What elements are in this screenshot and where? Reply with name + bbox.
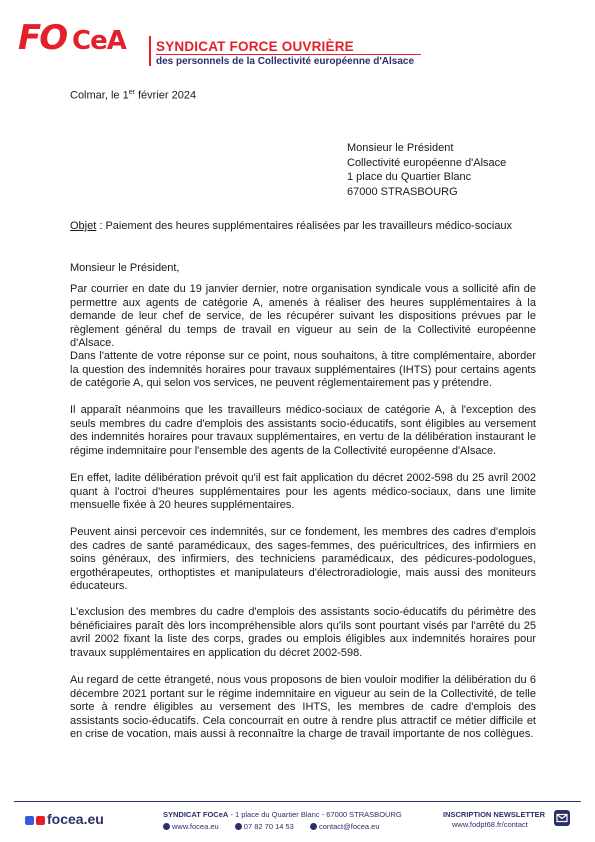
logo-separator	[149, 36, 151, 66]
email-icon	[310, 823, 317, 830]
footer-email[interactable]: contact@focea.eu	[318, 822, 380, 831]
paragraph-4: En effet, ladite délibération prévoit qu'il est fait application du décret 2002-598 du 25 avril 2002 quant à l'octroi d'heures supplémentaires pour les agents médico-sociaux, dans une limite mensuelle fixée à 20 heures supplémentaires.	[70, 472, 536, 511]
subject-text: : Paiement des heures supplémentaires réalisées par les travailleurs médico-sociaux	[96, 220, 513, 232]
recipient-line: 67000 STRASBOURG	[347, 185, 458, 198]
logo-fo: FO	[18, 18, 67, 58]
phone-icon	[235, 823, 242, 830]
footer-divider	[14, 801, 581, 802]
globe-icon	[163, 823, 170, 830]
footer-social[interactable]	[25, 811, 104, 827]
footer-contacts	[163, 822, 380, 831]
footer-address: SYNDICAT FOCeA - 1 place du Quartier Blanc - 67000 STRASBOURG	[163, 810, 402, 819]
org-title: SYNDICAT FORCE OUVRIÈRE	[156, 39, 354, 54]
subject-label: Objet	[70, 220, 97, 232]
social-handle[interactable]: focea.eu	[47, 811, 104, 827]
paragraph-1: Par courrier en date du 19 janvier dernier, notre organisation syndicale vous a sollicité afin de permettre aux agents de catégorie A, amenés à réaliser des heures supplémentaires à la demande de leur chef de service, de les récupérer suivant les dispositions prévues par le règlement général du temps de travail en vigueur au sein de la Collectivité européenne d'Alsace.	[70, 283, 536, 349]
recipient-line: 1 place du Quartier Blanc	[347, 171, 472, 183]
newsletter-link[interactable]: www.fodpt68.fr/contact	[452, 820, 528, 829]
salutation: Monsieur le Président,	[70, 262, 180, 274]
paragraph-2: Dans l'attente de votre réponse sur ce point, nous souhaitons, à titre complémentaire, aborder la question des indemnités horaires pour travaux supplémentaires (IHTS) pour certains agents de catégorie A, qui selon vos services, ne peuvent réglementairement pas y prétendre.	[70, 350, 536, 389]
date-superscript: er	[128, 89, 135, 96]
logo-cea: CeA	[72, 26, 126, 56]
mail-icon[interactable]	[554, 810, 570, 826]
org-underline	[156, 54, 421, 55]
letter-date: Colmar, le 1er février 2024	[70, 89, 197, 102]
paragraph-6: L'exclusion des membres du cadre d'emplois des assistants socio-éducatifs du périmètre des bénéficiaires paraît dès lors incompréhensible alors qu'ils sont pourtant visés par l'arrêté du 25 avril 2002 fixant la liste des corps, grades ou emplois éligibles aux indemnités horaires pour travaux supplémentaires en application du décret 2002-598.	[70, 606, 536, 659]
recipient-line: Monsieur le Président	[347, 142, 454, 154]
footer-website[interactable]: www.focea.eu	[172, 822, 219, 831]
paragraph-7: Au regard de cette étrangeté, nous vous proposons de bien vouloir modifier la délibération du 6 décembre 2021 portant sur le régime indemnitaire en vigueur au sein de la Collectivité, de telle sorte à rendre éligibles au versement des IHTS, les membres de cadre d'emplois des assistants socio-éducatifs. Cela concourrait en outre à rendre plus attractif ce métier difficile et en crise de vocation, mais aussi à reconnaître la charge de travail importante de nos collègues.	[70, 674, 536, 740]
org-subtitle: des personnels de la Collectivité européenne d'Alsace	[156, 56, 415, 67]
newsletter-title: INSCRIPTION NEWSLETTER	[443, 810, 546, 819]
facebook-icon[interactable]	[25, 816, 34, 825]
letter-subject	[70, 220, 512, 232]
recipient-line: Collectivité européenne d'Alsace	[347, 156, 507, 169]
recipient-address	[347, 141, 506, 199]
paragraph-5: Peuvent ainsi percevoir ces indemnités, sur ce fondement, les membres des cadres d'emplois des cadres de santé paramédicaux, des sages-femmes, des puéricultrices, des infirmiers en soins généraux, des infirmiers, des techniciens paramédicaux, des pédicures-podologues, ergothérapeutes, orthoptistes et manipulateurs d'électroradiologie, mais aussi des moniteurs éducateurs.	[70, 526, 536, 592]
paragraph-3: Il apparaît néanmoins que les travailleurs médico-sociaux de catégorie A, à l'exception des seuls membres du cadre d'emplois des assistants socio-éducatifs, sont éligibles au versement des indemnités horaires pour travaux supplémentaires, en vertu de la délibération instaurant le régime indemnitaire pour l'ensemble des agents de la Collectivité européenne d'Alsace.	[70, 404, 536, 457]
footer-phone[interactable]: 07 82 70 14 53	[243, 822, 294, 831]
instagram-icon[interactable]	[36, 816, 45, 825]
